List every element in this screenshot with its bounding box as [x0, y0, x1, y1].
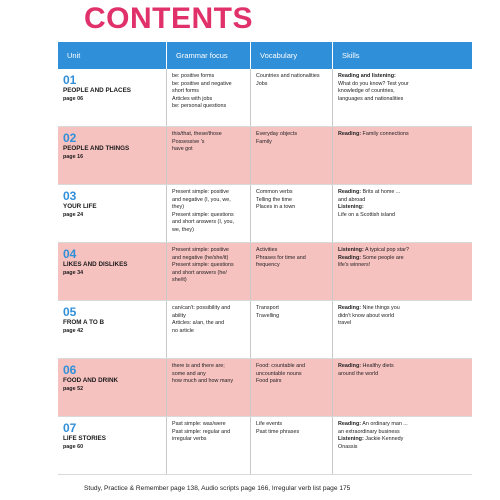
skills-line: Life on a Scottish island	[338, 211, 395, 218]
unit-page[interactable]: page 24	[63, 212, 84, 218]
header-skills: Skills	[342, 51, 360, 60]
unit-cell	[58, 127, 167, 184]
vocab-line: Countries and nationalities	[256, 73, 320, 79]
skills-line: Reading: Healthy diets	[338, 363, 394, 369]
skills-line: Reading: An ordinary man ...	[338, 421, 408, 427]
vocab-line: Travelling	[256, 312, 280, 319]
grammar-line: can/can't: possibility and	[172, 305, 231, 311]
grammar-line: Possessive 's	[172, 138, 205, 145]
grammar-line: be: positive and negative	[172, 80, 232, 87]
header-unit: Unit	[58, 42, 167, 69]
skills-cell	[333, 359, 472, 416]
unit-page[interactable]: page 06	[63, 96, 84, 102]
skills-line: travel	[338, 320, 352, 326]
grammar-line: and negative (I, you, we,	[172, 196, 231, 203]
grammar-line: Past simple: regular and	[172, 428, 231, 435]
grammar-line: she/it)	[172, 277, 187, 283]
skills-line: Reading: Brits at home ...	[338, 189, 401, 195]
vocab-cell	[251, 69, 333, 126]
vocab-line: Places in a town	[256, 204, 296, 210]
grammar-line: be: personal questions	[172, 103, 227, 109]
grammar-line: some and any	[172, 370, 206, 377]
vocab-cell	[251, 417, 333, 474]
vocab-cell	[251, 359, 333, 416]
vocab-cell	[251, 127, 333, 184]
unit-cell	[58, 301, 167, 358]
vocab-line: Activities	[256, 247, 278, 253]
grammar-line: no article	[172, 327, 194, 334]
grammar-line: and short answers (I, you,	[172, 219, 235, 225]
skills-line: life's winners!	[338, 262, 371, 268]
table-row	[58, 359, 472, 417]
unit-name: LIKES AND DISLIKES	[63, 261, 128, 268]
vocab-line: Food: countable and	[256, 363, 306, 369]
grammar-line: they)	[172, 204, 184, 210]
skills-line: Reading: Some people are	[338, 254, 404, 261]
grammar-line: irregular verbs	[172, 436, 207, 442]
header-grammar: Grammar focus	[167, 42, 251, 69]
skills-line: Listening:	[338, 204, 364, 210]
skills-line: around the world	[338, 370, 379, 377]
unit-name: FROM A TO B	[63, 319, 105, 326]
vocab-line: Phrases for time and	[256, 254, 306, 261]
vocab-line: Everyday objects	[256, 131, 298, 137]
grammar-line: Present simple: positive	[172, 189, 229, 195]
skills-line: knowledge of countries,	[338, 88, 395, 94]
grammar-line: there is and there are;	[172, 363, 225, 369]
table-row	[58, 127, 472, 185]
vocab-line: Jobs	[256, 80, 268, 87]
unit-number: 03	[63, 189, 77, 203]
page-title: CONTENTS	[84, 2, 253, 35]
unit-page[interactable]: page 16	[63, 154, 84, 160]
grammar-line: ability	[172, 312, 186, 319]
skills-line: Reading: Nine things you	[338, 305, 400, 311]
grammar-line: and short answers (he/	[172, 269, 227, 276]
unit-number: 05	[63, 305, 77, 319]
grammar-line: Articles: a/an, the and	[172, 320, 225, 326]
unit-name: YOUR LIFE	[63, 203, 97, 210]
vocab-line: Life events	[256, 421, 283, 427]
grammar-line: be: positive forms	[172, 73, 215, 79]
unit-number: 04	[63, 247, 77, 261]
grammar-line: how much and how many	[172, 378, 234, 384]
skills-cell	[333, 301, 472, 358]
vocab-line: Telling the time	[256, 196, 292, 203]
grammar-line: and negative (he/she/it)	[172, 254, 229, 261]
vocab-cell	[251, 301, 333, 358]
vocab-line: uncountable nouns	[256, 370, 302, 377]
table-header	[58, 42, 472, 69]
unit-cell	[58, 185, 167, 242]
unit-cell	[58, 69, 167, 126]
grammar-cell	[167, 301, 251, 358]
grammar-cell	[167, 417, 251, 474]
table-body	[58, 69, 472, 475]
unit-number: 02	[63, 131, 77, 145]
unit-cell	[58, 359, 167, 416]
grammar-line: Past simple: was/were	[172, 421, 226, 427]
grammar-line: have got	[172, 146, 193, 152]
skills-cell	[333, 127, 472, 184]
unit-name: PEOPLE AND THINGS	[63, 145, 130, 152]
grammar-cell	[167, 185, 251, 242]
unit-name: FOOD AND DRINK	[63, 377, 119, 384]
skills-line: an extraordinary business	[338, 428, 400, 435]
unit-page[interactable]: page 52	[63, 386, 84, 392]
table-row	[58, 301, 472, 359]
skills-line: didn't know about world	[338, 312, 395, 319]
grammar-cell	[167, 127, 251, 184]
vocab-line: Transport	[256, 305, 279, 311]
unit-cell	[58, 243, 167, 300]
vocab-line: Past time phrases	[256, 428, 300, 435]
grammar-line: Articles with jobs	[172, 95, 213, 102]
grammar-line: short forms	[172, 88, 199, 94]
grammar-line: we, they)	[172, 226, 194, 233]
grammar-line: Present simple: questions	[172, 211, 234, 218]
skills-line: Listening: A typical pop star?	[338, 247, 410, 253]
vocab-line: Common verbs	[256, 189, 293, 195]
table-row	[58, 417, 472, 475]
table-row	[58, 69, 472, 127]
unit-name: PEOPLE AND PLACES	[63, 87, 131, 94]
vocab-line: Family	[256, 138, 272, 145]
unit-number: 07	[63, 421, 77, 435]
grammar-line: Present simple: questions	[172, 262, 234, 268]
table-row	[58, 185, 472, 243]
unit-page[interactable]: page 34	[63, 270, 84, 276]
skills-cell	[333, 185, 472, 242]
vocab-cell	[251, 243, 333, 300]
unit-number: 01	[63, 73, 77, 87]
skills-line: and abroad	[338, 196, 366, 203]
vocab-line: frequency	[256, 262, 280, 268]
unit-name: LIFE STORIES	[63, 435, 106, 442]
grammar-cell	[167, 243, 251, 300]
skills-cell	[333, 243, 472, 300]
skills-line: languages and nationalities	[338, 95, 404, 102]
table-row	[58, 243, 472, 301]
unit-number: 06	[63, 363, 77, 377]
skills-line: Reading and listening:	[338, 73, 396, 79]
grammar-cell	[167, 359, 251, 416]
skills-line: Onassis	[338, 443, 358, 450]
skills-cell	[333, 69, 472, 126]
skills-line: Reading: Family connections	[338, 131, 409, 137]
footer-note: Study, Practice & Remember page 138, Audio scripts page 166, Irregular verb list page 175	[84, 485, 351, 492]
header-vocabulary: Vocabulary	[251, 42, 333, 69]
grammar-line: Present simple: positive	[172, 247, 229, 253]
vocab-cell	[251, 185, 333, 242]
unit-page[interactable]: page 42	[63, 328, 84, 334]
grammar-cell	[167, 69, 251, 126]
grammar-line: this/that, these/those	[172, 131, 222, 137]
unit-page[interactable]: page 60	[63, 444, 84, 450]
skills-line: What do you know? Test your	[338, 80, 409, 87]
vocab-line: Food pairs	[256, 378, 282, 384]
unit-cell	[58, 417, 167, 474]
contents-table	[58, 42, 472, 475]
skills-line: Listening: Jackie Kennedy	[338, 436, 404, 442]
skills-cell	[333, 417, 472, 474]
